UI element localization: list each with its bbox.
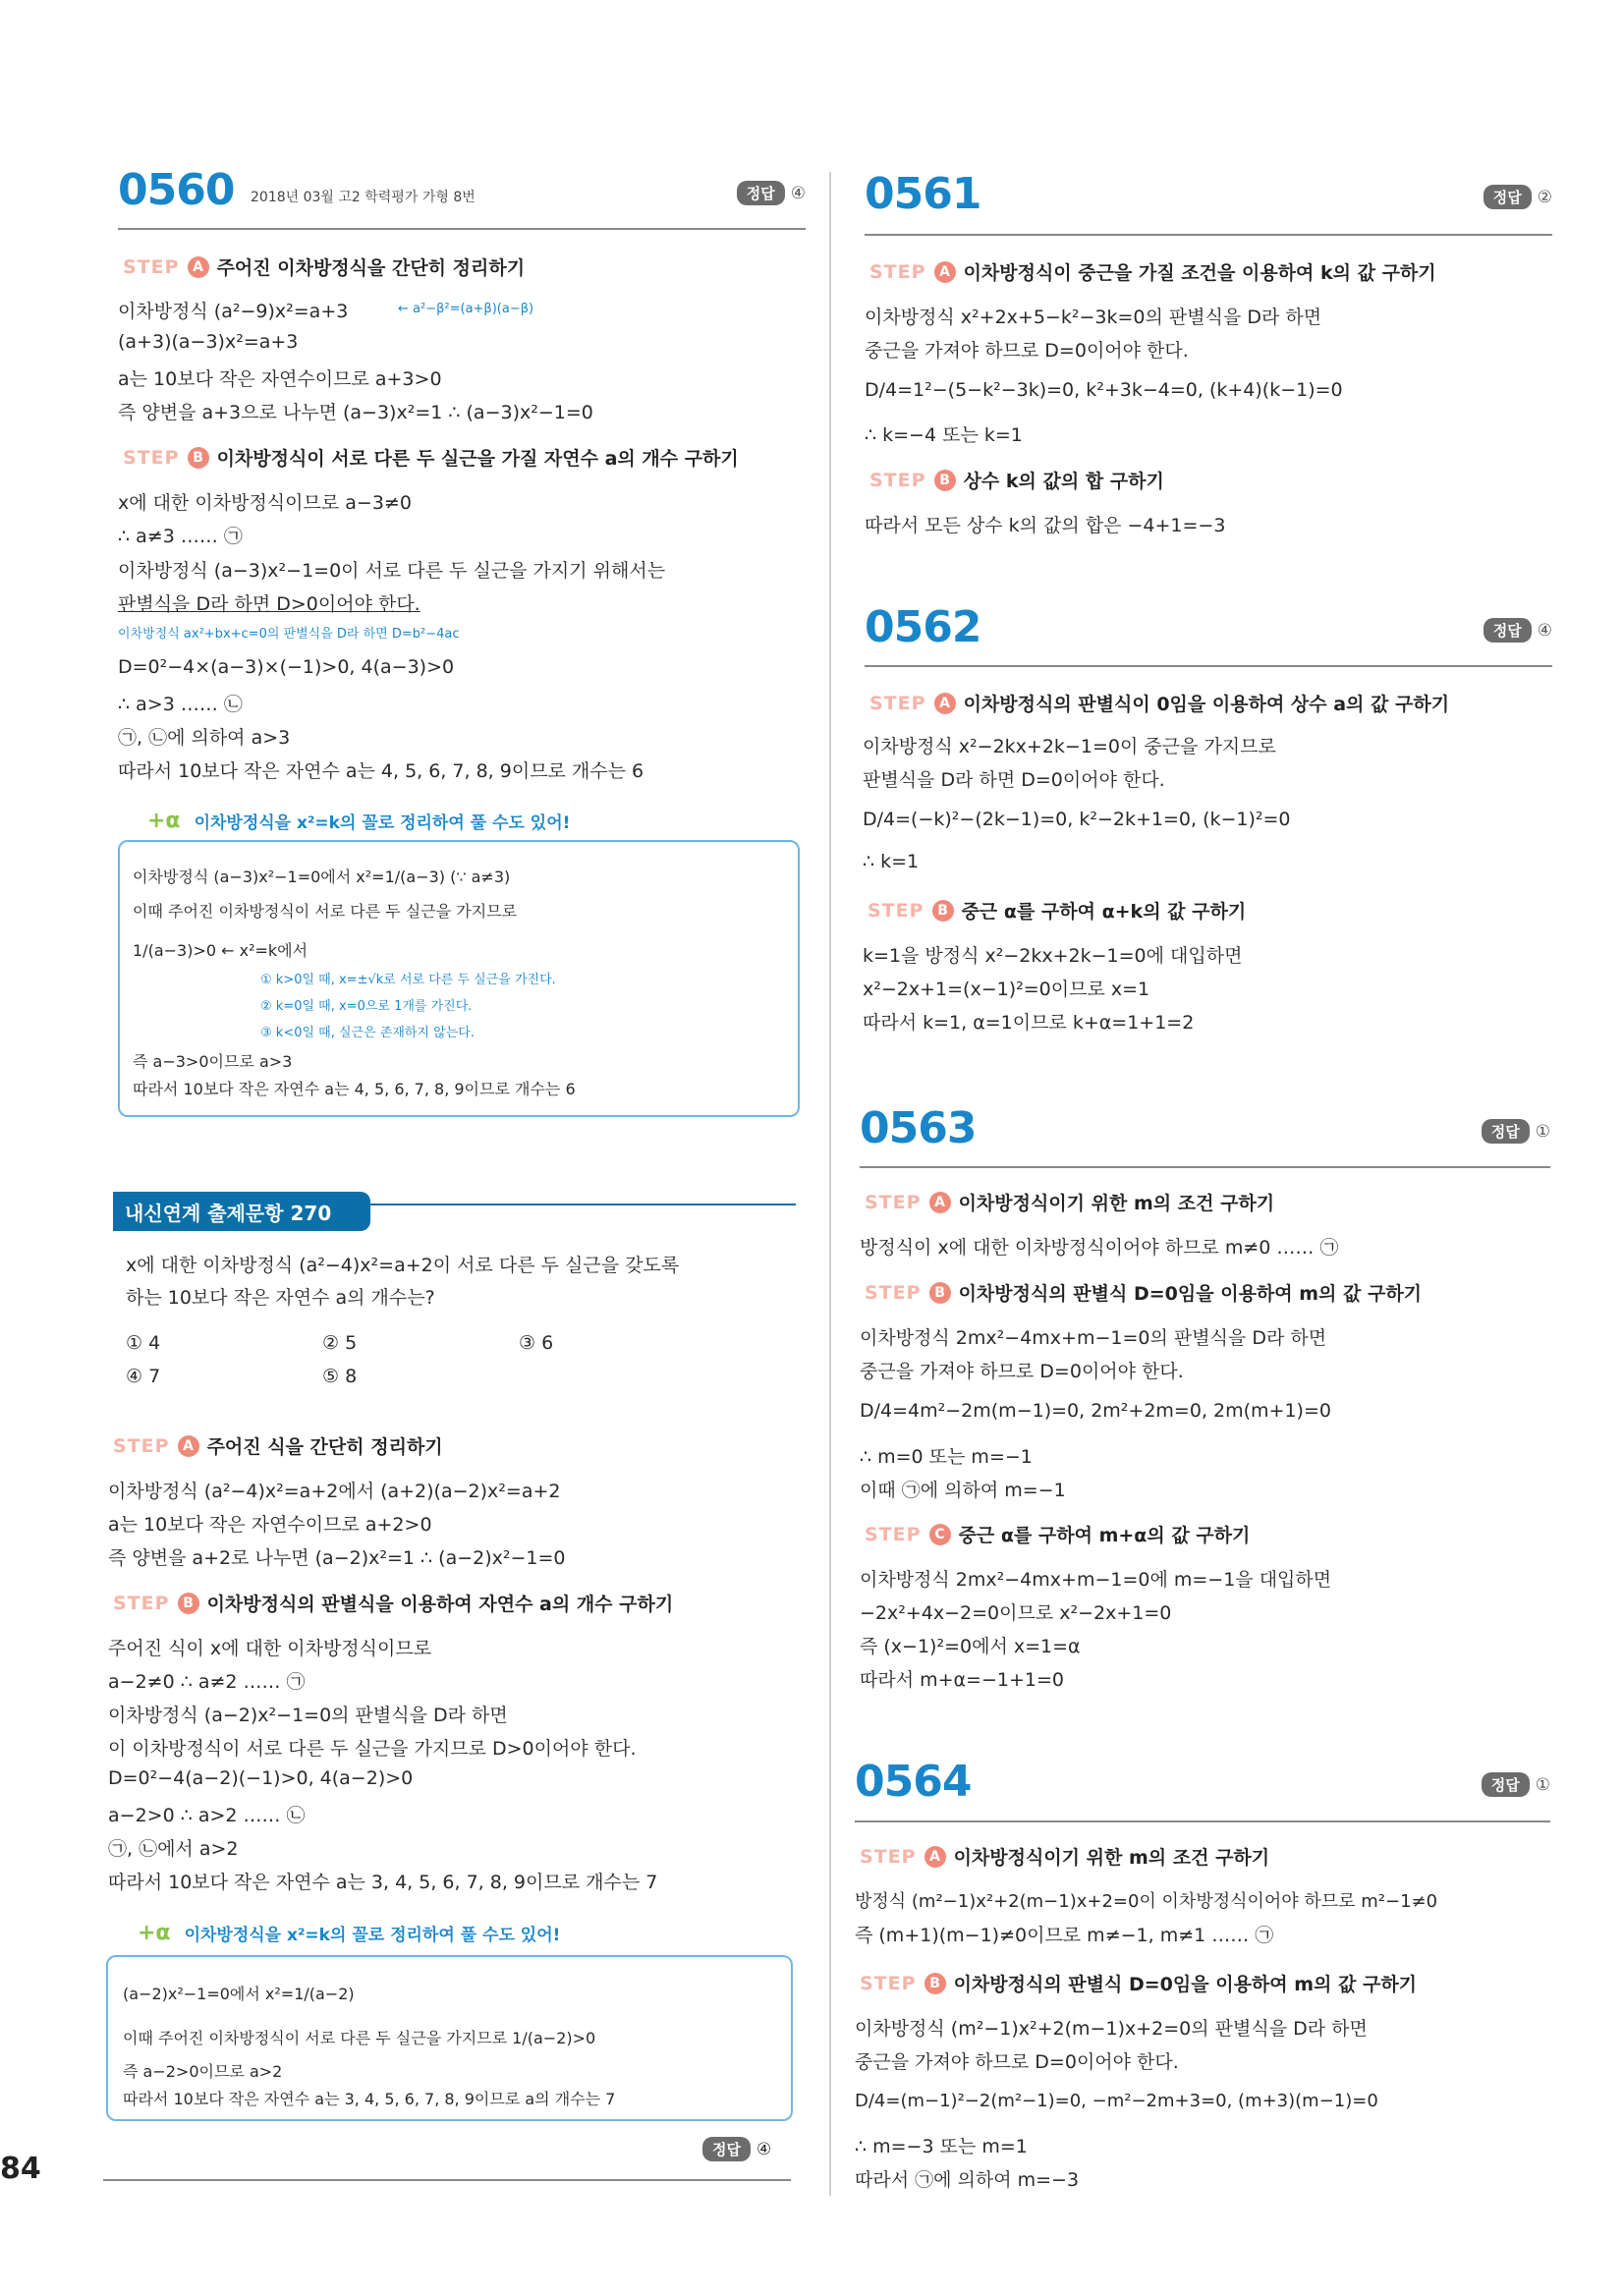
step-label: STEP [113,1434,170,1457]
tip-line: 즉 a−3>0이므로 a>3 [133,1052,293,1071]
step-label: STEP [123,446,180,469]
tip-line: (a−2)x²−1=0에서 x²=1/(a−2) [123,1985,355,2003]
solution-line: ∴ k=−4 또는 k=1 [865,424,1023,446]
solution-line: 즉 (x−1)²=0에서 x=1=α [860,1636,1081,1657]
problem-0564-header [855,1757,1550,1816]
step-letter: A [929,1192,951,1213]
step-label: STEP [865,1191,922,1213]
step-title: 주어진 이차방정식을 간단히 정리하기 [216,257,526,279]
divider [118,228,806,230]
solution-line: ㉠, ㉡에 의하여 a>3 [118,727,291,749]
step-letter: B [929,1282,951,1304]
divider [865,234,1552,236]
solution-line: ∴ a>3 …… ㉡ [118,694,243,715]
step-a-heading [869,690,1449,716]
solution-line: a는 10보다 작은 자연수이므로 a+2>0 [108,1514,432,1536]
tip-line: 따라서 10보다 작은 자연수 a는 3, 4, 5, 6, 7, 8, 9이므로 a의 개수는 7 [123,2090,616,2108]
solution-line: ∴ k=1 [863,851,920,872]
step-title: 이차방정식의 판별식 D=0임을 이용하여 m의 값 구하기 [958,1283,1423,1305]
solution-line: x²−2x+1=(x−1)²=0이므로 x=1 [863,979,1150,1000]
page-number: 84 [0,2152,41,2186]
tip-note: ③ k<0일 때, 실근은 존재하지 않는다. [260,1026,475,1040]
step-a-heading [123,253,525,280]
solution-line: (a+3)(a−3)x²=a+3 [118,331,299,353]
step-b-heading [123,444,739,471]
tip-line: 이때 주어진 이차방정식이 서로 다른 두 실근을 가지므로 [133,902,518,921]
choice: ① 4 [126,1332,161,1354]
step-a-heading [113,1432,443,1459]
column-divider [829,172,831,2196]
step-b-heading [860,1970,1417,1996]
answer-value: ① [1535,1121,1550,1142]
solution-line: 따라서 k=1, α=1이므로 k+α=1+1=2 [863,1012,1195,1034]
divider [865,665,1552,667]
solution-line: D=0²−4(a−2)(−1)>0, 4(a−2)>0 [108,1767,414,1789]
solution-line: 방정식이 x에 대한 이차방정식이어야 하므로 m≠0 …… ㉠ [860,1237,1339,1259]
step-title: 이차방정식의 판별식을 이용하여 자연수 a의 개수 구하기 [206,1594,674,1615]
solution-line: 즉 양변을 a+3으로 나누면 (a−3)x²=1 ∴ (a−3)x²−1=0 [118,402,593,423]
solution-line: 따라서 m+α=−1+1=0 [860,1669,1064,1691]
step-label: STEP [860,1845,917,1868]
solution-line: 이차방정식 2mx²−4mx+m−1=0에 m=−1을 대입하면 [860,1569,1332,1591]
problem-number: 0564 [855,1757,972,1807]
solution-line: 이차방정식 (m²−1)x²+2(m−1)x+2=0의 판별식을 D라 하면 [855,2018,1368,2040]
answer-badge: 정답 [1482,1119,1530,1144]
solution-line: 이차방정식 (a−2)x²−1=0의 판별식을 D라 하면 [108,1705,508,1726]
solution-line: a−2≠0 ∴ a≠2 …… ㉠ [108,1671,306,1693]
step-letter: A [934,261,956,283]
solution-line: 이차방정식 2mx²−4mx+m−1=0의 판별식을 D라 하면 [860,1327,1327,1349]
step-letter: B [188,447,209,469]
step-label: STEP [868,899,924,922]
solution-line: a−2>0 ∴ a>2 …… ㉡ [108,1805,306,1826]
solution-line: 중근을 가져야 하므로 D=0이어야 한다. [860,1361,1184,1382]
step-letter: A [934,693,956,714]
divider [103,2179,791,2181]
step-letter: A [924,1846,946,1868]
answer-badge: 정답 [1484,185,1532,209]
choice: ④ 7 [126,1366,161,1387]
step-b-heading [868,897,1246,924]
step-letter: B [932,900,954,922]
solution-line: −2x²+4x−2=0이므로 x²−2x+1=0 [860,1602,1172,1624]
step-letter: A [178,1435,199,1457]
answer [702,2137,771,2161]
answer-badge: 정답 [737,181,785,205]
tip-note: ② k=0일 때, x=0으로 1개를 가진다. [260,999,473,1014]
solution-line: 즉 양변을 a+2로 나누면 (a−2)x²=1 ∴ (a−2)x²−1=0 [108,1547,566,1569]
solution-line: ∴ a≠3 …… ㉠ [118,526,243,547]
choice: ② 5 [322,1332,358,1354]
solution-line: 이차방정식 (a²−9)x²=a+3 [118,301,349,322]
problem-number: 0560 [118,165,235,215]
question-text: 하는 10보다 작은 자연수 a의 개수는? [126,1287,435,1309]
step-b-heading [113,1590,673,1616]
solution-line: 따라서 모든 상수 k의 값의 합은 −4+1=−3 [865,515,1226,536]
problem-source: 2018년 03월 고2 학력평가 가형 8번 [251,190,476,205]
step-label: STEP [865,1281,922,1304]
solution-line: x에 대한 이차방정식이므로 a−3≠0 [118,492,412,514]
step-title: 중근 α를 구하여 m+α의 값 구하기 [958,1525,1251,1546]
answer-value: ④ [1537,620,1552,641]
problem-number: 0561 [865,169,981,219]
step-letter: B [178,1593,199,1614]
step-a-heading [860,1843,1269,1870]
step-label: STEP [113,1592,170,1614]
problem-0560-header [118,165,806,224]
step-title: 이차방정식이 중근을 가질 조건을 이용하여 k의 값 구하기 [963,262,1436,284]
solution-line: 판별식을 D라 하면 D=0이어야 한다. [863,769,1165,791]
solution-line: 주어진 식이 x에 대한 이차방정식이므로 [108,1638,432,1659]
step-title: 상수 k의 값의 합 구하기 [963,471,1164,492]
step-title: 이차방정식이 서로 다른 두 실근을 가질 자연수 a의 개수 구하기 [216,448,739,470]
answer [737,181,806,205]
solution-line: 따라서 10보다 작은 자연수 a는 3, 4, 5, 6, 7, 8, 9이므로 개수는 7 [108,1872,658,1893]
answer-badge: 정답 [702,2137,751,2161]
solution-line: 판별식을 D라 하면 D>0이어야 한다. [118,593,420,615]
step-letter: A [188,256,209,278]
step-label: STEP [869,469,926,491]
solution-line: D/4=1²−(5−k²−3k)=0, k²+3k−4=0, (k+4)(k−1)=0 [865,379,1343,401]
divider [860,1166,1550,1168]
solution-line: D=0²−4×(a−3)×(−1)>0, 4(a−3)>0 [118,656,455,678]
solution-line: k=1을 방정식 x²−2kx+2k−1=0에 대입하면 [863,945,1243,967]
step-title: 이차방정식이기 위한 m의 조건 구하기 [953,1847,1270,1869]
answer-value: ④ [756,2139,772,2159]
margin-note: ← a²−β²=(a+β)(a−β) [398,302,534,316]
solution-line: 방정식 (m²−1)x²+2(m−1)x+2=0이 이차방정식이어야 하므로 m²−1≠0 [855,1891,1438,1912]
solution-line: ∴ m=−3 또는 m=1 [855,2136,1028,2157]
margin-note: 이차방정식 ax²+bx+c=0의 판별식을 D라 하면 D=b²−4ac [118,627,460,642]
tip-line: 즉 a−2>0이므로 a>2 [123,2062,283,2081]
tip-line: 이때 주어진 이차방정식이 서로 다른 두 실근을 가지므로 1/(a−2)>0 [123,2029,596,2047]
solution-line: 이때 ㉠에 의하여 m=−1 [860,1480,1066,1501]
tip-plus: +α [147,809,181,833]
solution-line: 이차방정식 x²+2x+5−k²−3k=0의 판별식을 D라 하면 [865,307,1322,328]
answer [1484,185,1552,209]
solution-line: 이차방정식 x²−2kx+2k−1=0이 중근을 가지므로 [863,736,1276,757]
solution-line: 따라서 ㉠에 의하여 m=−3 [855,2169,1080,2191]
solution-line: 중근을 가져야 하므로 D=0이어야 한다. [855,2051,1179,2073]
choice: ⑤ 8 [322,1366,358,1387]
solution-line: 이차방정식 (a²−4)x²=a+2에서 (a+2)(a−2)x²=a+2 [108,1481,561,1502]
solution-line: D/4=(m−1)²−2(m²−1)=0, −m²−2m+3=0, (m+3)(m−1)=0 [855,2091,1378,2111]
answer-badge: 정답 [1482,1772,1530,1797]
step-b-heading [865,1279,1422,1306]
step-letter: C [929,1524,951,1545]
step-title: 이차방정식의 판별식 D=0임을 이용하여 m의 값 구하기 [953,1974,1418,1995]
step-title: 주어진 식을 간단히 정리하기 [206,1436,443,1458]
problem-0561-header [865,169,1552,228]
step-letter: B [924,1973,946,1994]
question-text: x에 대한 이차방정식 (a²−4)x²=a+2이 서로 다른 두 실근을 갖도록 [126,1255,680,1276]
problem-0563-header [860,1103,1550,1162]
answer [1484,618,1552,643]
naeshin-label: 내신연계 출제문항 270 [113,1192,370,1231]
solution-line: 중근을 가져야 하므로 D=0이어야 한다. [865,340,1189,362]
tip-title: 이차방정식을 x²=k의 꼴로 정리하여 풀 수도 있어! [194,813,571,833]
tip-header [138,1921,560,1945]
step-title: 이차방정식이기 위한 m의 조건 구하기 [958,1193,1275,1214]
step-title: 중근 α를 구하여 α+k의 값 구하기 [961,901,1247,923]
solution-line: 이 이차방정식이 서로 다른 두 실근을 가지므로 D>0이어야 한다. [108,1738,637,1760]
answer-value: ④ [790,183,806,203]
answer [1482,1119,1550,1144]
step-label: STEP [869,692,926,714]
step-a-heading [865,1189,1274,1215]
step-c-heading [865,1521,1250,1547]
tip-line: 1/(a−3)>0 ← x²=k에서 [133,941,308,960]
problem-0562-header [865,602,1552,661]
problem-number: 0563 [860,1103,977,1153]
solution-line: D/4=(−k)²−(2k−1)=0, k²−2k+1=0, (k−1)²=0 [863,809,1291,830]
step-letter: B [934,470,956,491]
step-label: STEP [865,1523,922,1545]
answer [1482,1772,1550,1797]
problem-number: 0562 [865,602,981,652]
step-b-heading [869,467,1164,493]
tip-header [147,809,570,833]
answer-value: ① [1535,1774,1550,1795]
tip-line: 이차방정식 (a−3)x²−1=0에서 x²=1/(a−3) (∵ a≠3) [133,868,511,886]
solution-line: ㉠, ㉡에서 a>2 [108,1838,239,1860]
tip-note: ① k>0일 때, x=±√k로 서로 다른 두 실근을 가진다. [260,973,556,987]
solution-line: 이차방정식 (a−3)x²−1=0이 서로 다른 두 실근을 가지기 위해서는 [118,560,666,582]
solution-line: 따라서 10보다 작은 자연수 a는 4, 5, 6, 7, 8, 9이므로 개수는 6 [118,760,644,782]
choice: ③ 6 [519,1332,554,1354]
answer-value: ② [1537,187,1552,207]
solution-line: D/4=4m²−2m(m−1)=0, 2m²+2m=0, 2m(m+1)=0 [860,1400,1331,1422]
solution-line: a는 10보다 작은 자연수이므로 a+3>0 [118,368,442,390]
step-label: STEP [860,1972,917,1994]
step-label: STEP [123,255,180,278]
step-a-heading [869,258,1436,285]
tip-title: 이차방정식을 x²=k의 꼴로 정리하여 풀 수도 있어! [184,1926,561,1945]
tip-plus: +α [138,1921,171,1945]
solution-line: 즉 (m+1)(m−1)≠0이므로 m≠−1, m≠1 …… ㉠ [855,1925,1274,1946]
divider [855,1820,1550,1822]
step-title: 이차방정식의 판별식이 0임을 이용하여 상수 a의 값 구하기 [963,694,1450,715]
tip-line: 따라서 10보다 작은 자연수 a는 4, 5, 6, 7, 8, 9이므로 개수는 6 [133,1080,576,1098]
step-label: STEP [869,260,926,283]
solution-line: ∴ m=0 또는 m=−1 [860,1446,1033,1468]
answer-badge: 정답 [1484,618,1532,643]
